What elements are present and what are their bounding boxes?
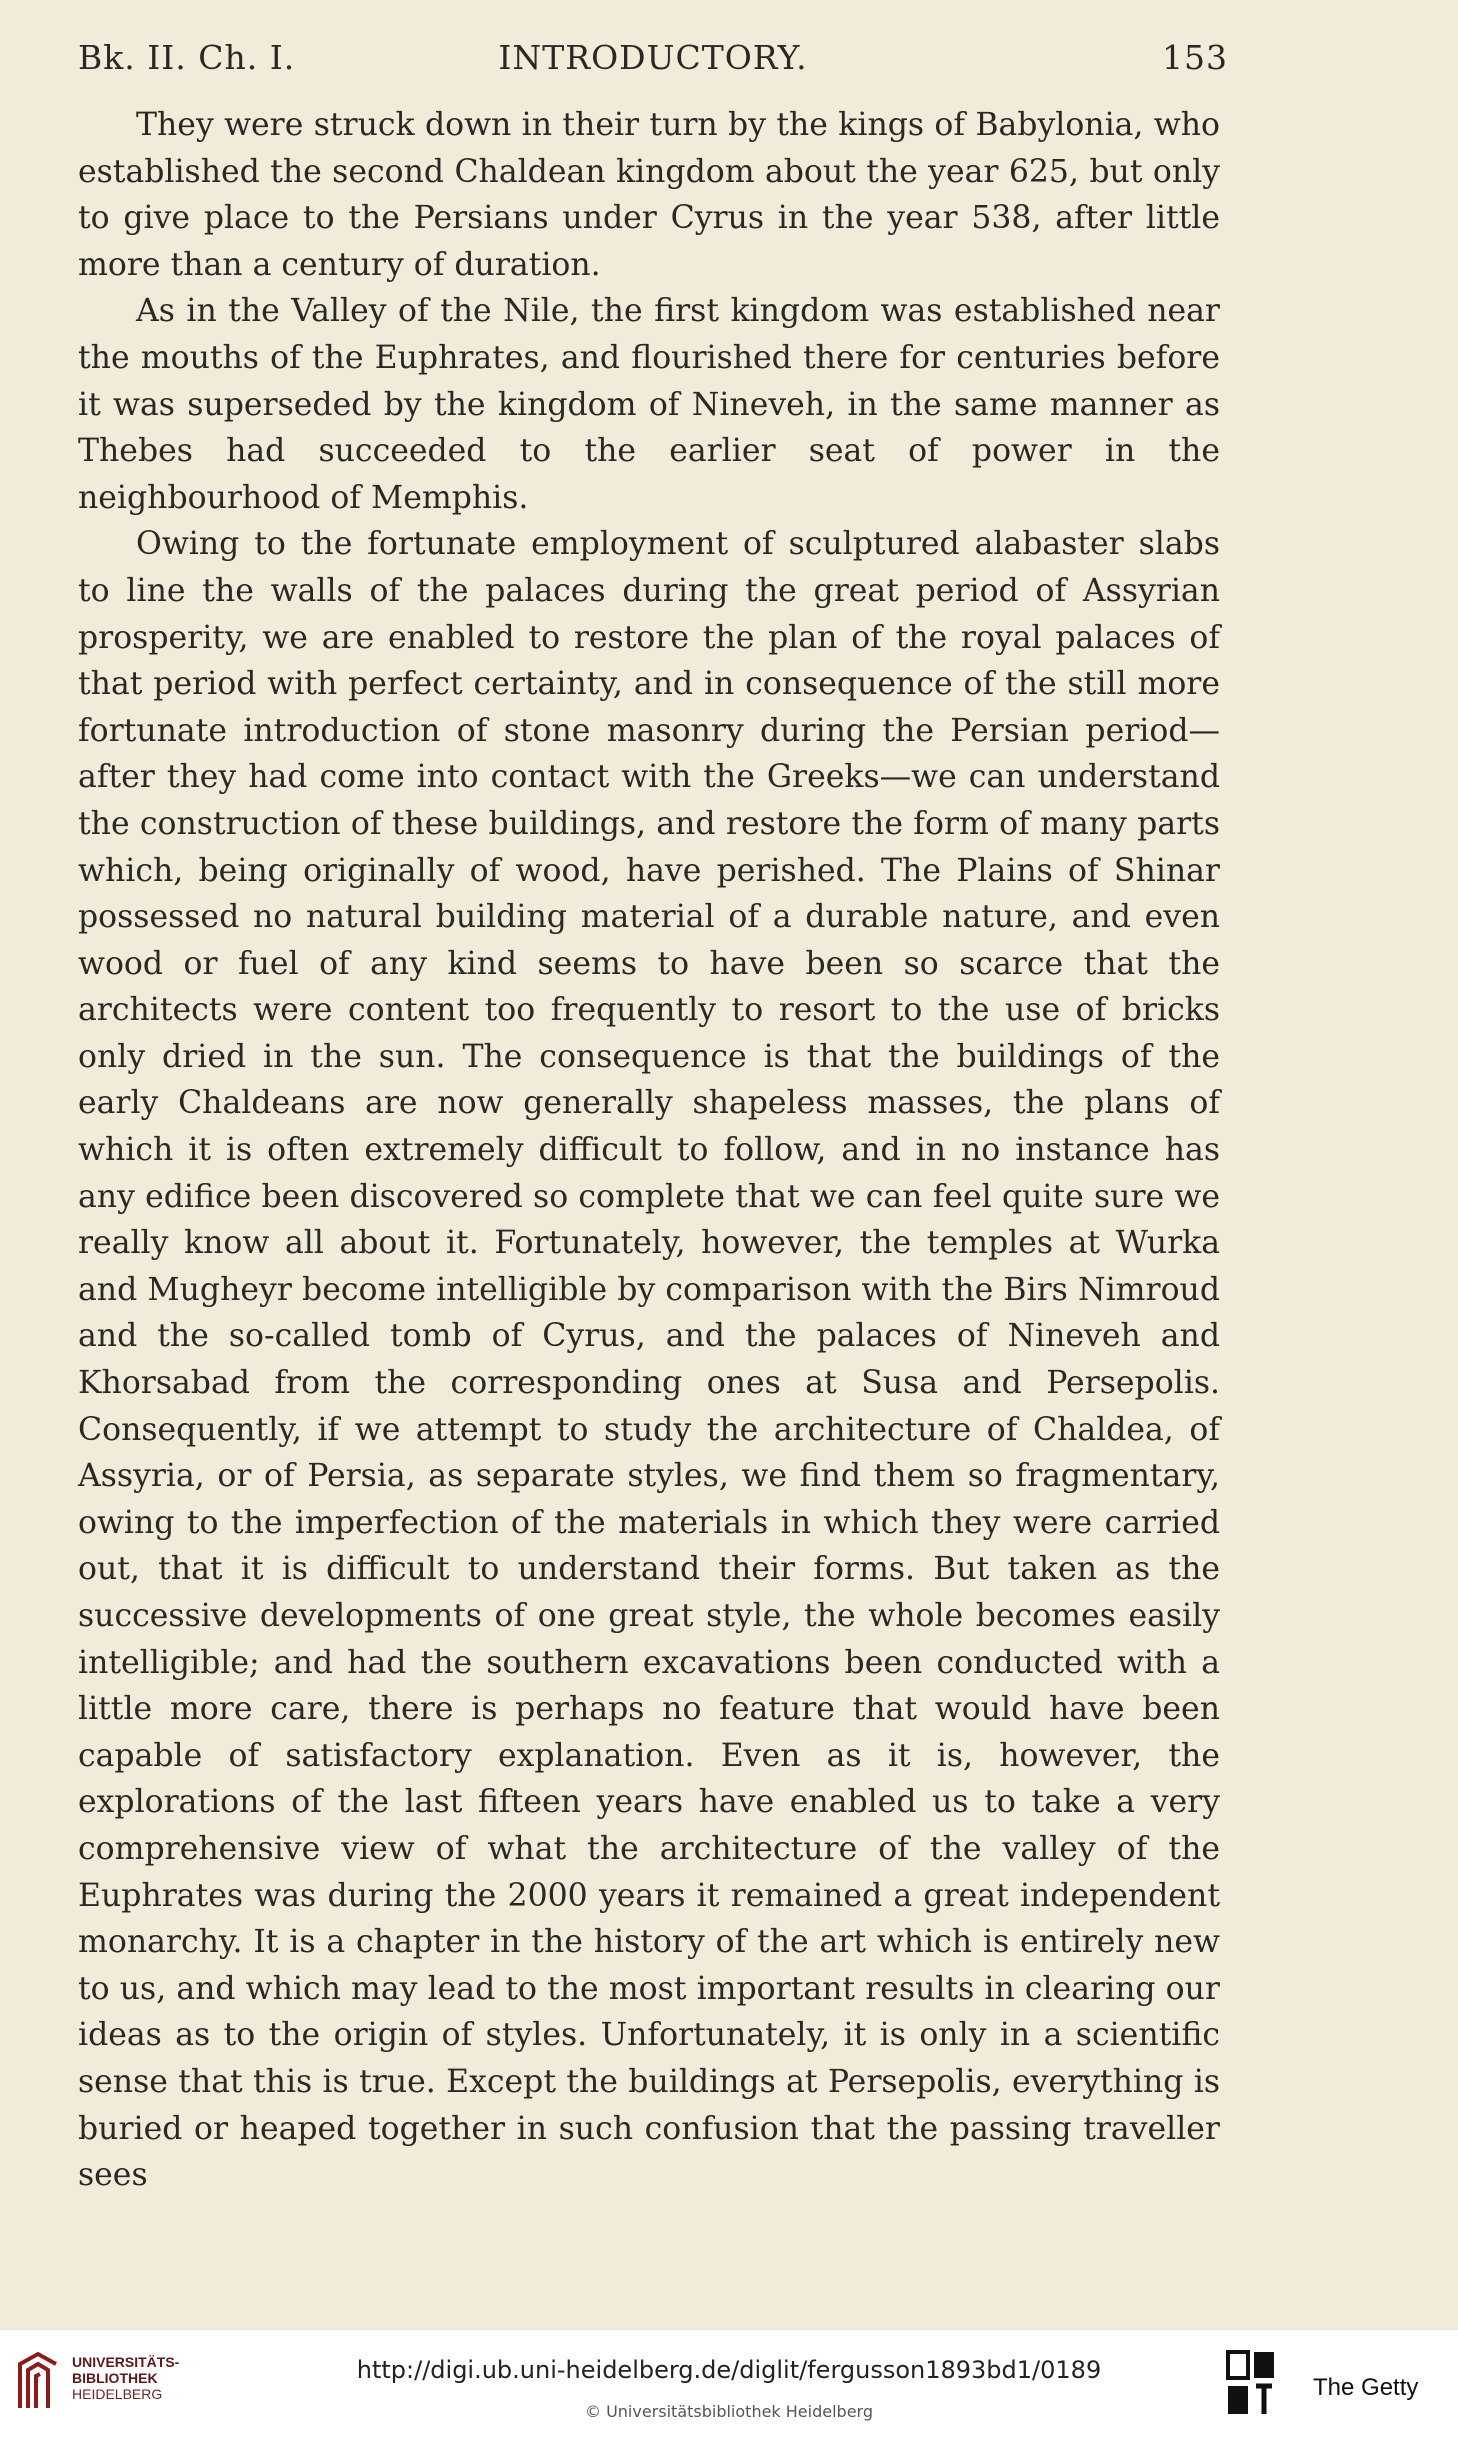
copyright-notice: © Universitätsbibliothek Heidelberg bbox=[584, 2402, 873, 2421]
body-text bbox=[78, 102, 1220, 2199]
getty-logo-icon bbox=[1226, 2350, 1278, 2416]
source-url-link[interactable]: http://digi.ub.uni-heidelberg.de/diglit/fergusson1893bd1/0189 bbox=[356, 2356, 1102, 2384]
library-name-line2: BIBLIOTHEK bbox=[72, 2370, 158, 2386]
library-name-line3: HEIDELBERG bbox=[72, 2386, 163, 2402]
paragraph-3: Owing to the fortunate employment of sculptured alabaster slabs to line the walls of the palaces during the great period of Assyrian prosperity, we are enabled to restore the plan of the royal palaces of that period with perfect certainty, and in consequence of the still more fortunate introduction of stone masonry during the Persian period— after they had come into contact with the Greeks—we can understand the construction of these buildings, and restore the form of many parts which, being originally of wood, have perished. The Plains of Shinar possessed no natural building material of a durable nature, and even wood or fuel of any kind seems to have been so scarce that the architects were content too frequently to resort to the use of bricks only dried in the sun. The consequence is that the buildings of the early Chaldeans are now generally shapeless masses, the plans of which it is often extremely difficult to follow, and in no instance has any edifice been discovered so complete that we can feel quite sure we really know all about it. Fortunately, however, the temples at Wurka and Mugheyr become intelligible by comparison with the Birs Nimroud and the so-called tomb of Cyrus, and the palaces of Nineveh and Khorsabad from the corresponding ones at Susa and Persepolis. Consequently, if we attempt to study the architecture of Chaldea, of Assyria, or of Persia, as separate styles, we find them so fragmentary, owing to the imperfection of the materials in which they were carried out, that it is difficult to understand their forms. But taken as the successive developments of one great style, the whole becomes easily intelligible; and had the southern excavations been conducted with a little more care, there is perhaps no feature that would have been capable of satisfactory explanation. Even as it is, however, the explorations of the last fifteen years have enabled us to take a very comprehensive view of what the architecture of the valley of the Euphrates was during the 2000 years it remained a great independent monarchy. It is a chapter in the history of the art which is entirely new to us, and which may lead to the most important results in clearing our ideas as to the origin of styles. Unfortunately, it is only in a scientific sense that this is true. Except the buildings at Persepolis, everything is buried or heaped together in such confusion that the passing traveller sees bbox=[78, 526, 1220, 2194]
getty-name: The Getty bbox=[1313, 2374, 1419, 2401]
library-name-line1: UNIVERSITÄTS- bbox=[72, 2354, 180, 2370]
paragraph-2: As in the Valley of the Nile, the first kingdom was established near the mouths of the Euphrates, and flourished there for centuries before it was superseded by the kingdom of Nineveh, in the same manner as Thebes had succeeded to the earlier seat of power in the neighbourhood of Memphis. bbox=[78, 293, 1220, 516]
page-number: 153 bbox=[1162, 38, 1228, 77]
paragraph-1: They were struck down in their turn by the kings of Babylonia, who established the second Chaldean kingdom about the year 625, but only to give place to the Persians under Cyrus in the year 538, after little more than a century of duration. bbox=[78, 107, 1220, 283]
header-title: INTRODUCTORY. bbox=[498, 38, 808, 77]
header-section: Bk. II. Ch. I. bbox=[78, 38, 296, 77]
digitization-footer bbox=[0, 2330, 1458, 2437]
running-header bbox=[78, 38, 1228, 88]
